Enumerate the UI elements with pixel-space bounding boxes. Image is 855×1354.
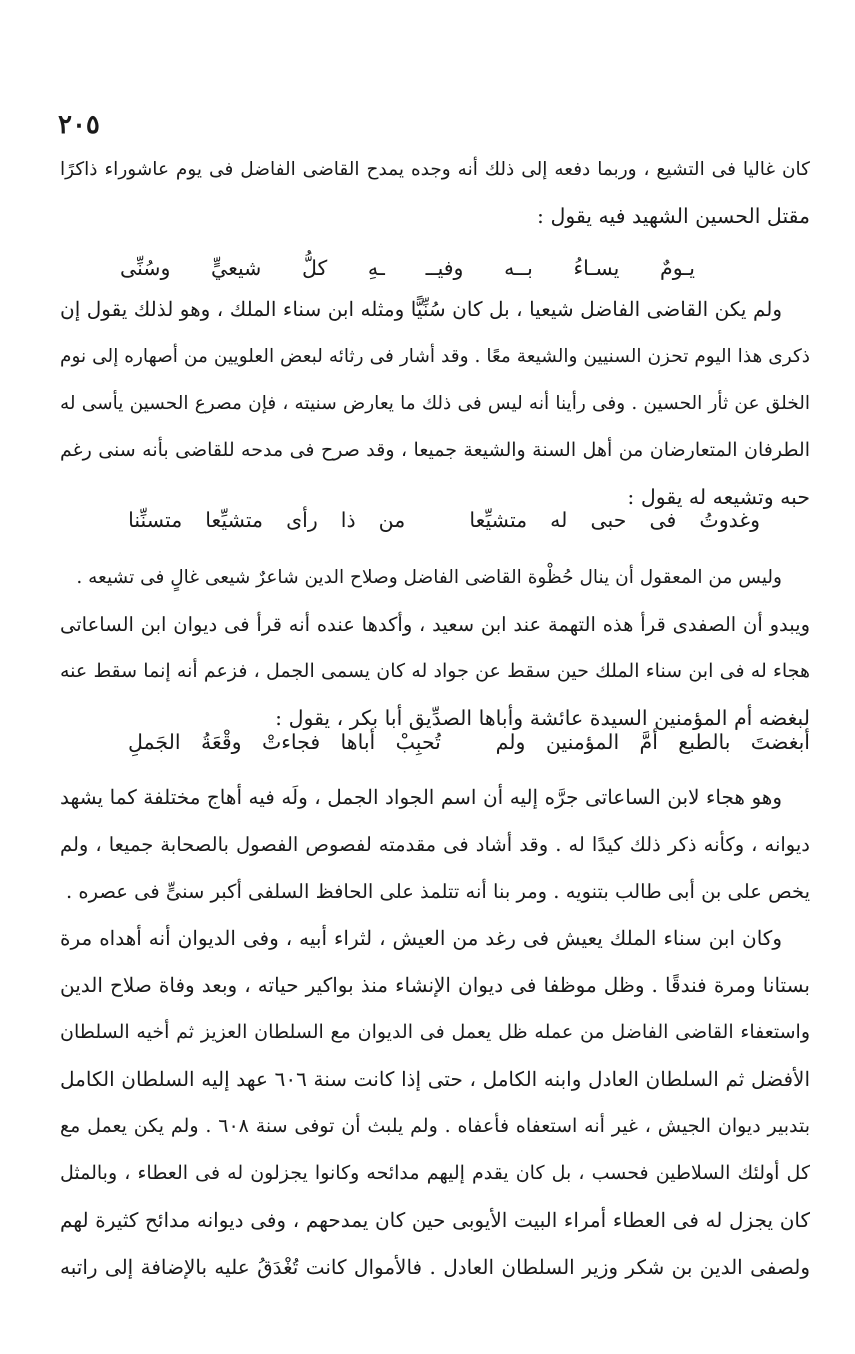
verse-word: وفيــ: [425, 255, 464, 280]
verse-2: [128, 496, 760, 543]
text-line: مقتل الحسين الشهيد فيه يقول :: [537, 204, 810, 228]
verse-word: وقْعَةُ: [200, 729, 242, 754]
text-line: ولم يكن القاضى الفاضل شيعيا ، بل كان سُنِّيًّا ومثله ابن سناء الملك ، وهو لذلك يقول إن: [60, 297, 782, 321]
text-line: ذكرى هذا اليوم تحزن السنيين والشيعة معًا . وقد أشار فى رثائه لبعض العلويين من أصهاره إلى نوم: [60, 346, 810, 367]
paragraph-2: [60, 286, 810, 521]
verse-word: أمَّ: [639, 729, 658, 754]
verse-word: بالطبع: [678, 729, 731, 754]
verse-word: يـومٌ: [660, 255, 695, 280]
verse-word: متسنِّنا: [128, 507, 183, 532]
text-line: كان غاليا فى التشيع ، وربما دفعه إلى ذلك أنه وجده يمدح القاضى الفاضل فى يوم عاشوراء ذاكرًا: [60, 159, 810, 180]
verse-word: ولم: [495, 729, 526, 754]
verse-word: كلُّ: [301, 255, 328, 280]
verse-word: أبغضتَ: [750, 729, 810, 754]
verse-word: فجاءتْ: [261, 729, 321, 754]
page-number: ٢٠٥: [58, 110, 100, 140]
paragraph-1: [60, 146, 810, 240]
text-line: الخلق عن ثأر الحسين . وفى رأينا أنه ليس فى ذلك ما يعارض سنيته ، فإن مصرع الحسين يأسى له: [60, 393, 810, 414]
text-line: كان يجزل له فى العطاء أمراء البيت الأيوبى حين كان يمدحهم ، وفى ديوانه مدائح كثيرة لهم: [60, 1208, 810, 1232]
verse-word: المؤمنين: [545, 729, 620, 754]
verse-word: فى: [649, 507, 677, 532]
verse-word: وغدوتُ: [699, 507, 760, 532]
text-line: الطرفان المتعارضان من أهل السنة والشيعة جميعا ، وقد صرح فى مدحه للقاضى بأنه سنى رغم: [60, 439, 810, 461]
text-line: لبغضه أم المؤمنين السيدة عائشة وأباها الصدِّيق أبا بكر ، يقول :: [275, 706, 810, 730]
verse-1: [120, 244, 695, 291]
text-line: كل أولئك السلاطين فحسب ، بل كان يقدم إليهم مدائحه وكانوا يجزلون له فى العطاء ، وبالمثل: [60, 1162, 810, 1184]
verse-word: الجَملِ: [128, 729, 181, 754]
verse-word: بــه: [504, 255, 533, 280]
text-line: وهو هجاء لابن الساعاتى جرَّه إليه أن اسم الجواد الجمل ، ولَه فيه أهاج مختلفة كما يشهد: [60, 785, 782, 809]
verse-word: وسُنِّى: [120, 255, 171, 280]
verse-word: شيعيٍّ: [211, 255, 262, 280]
text-line: بتدبير ديوان الجيش ، غير أنه استعفاه فأعفاه . ولم يلبث أن توفى سنة ٦٠٨ . ولم يكن يعمل مع: [60, 1115, 810, 1137]
verse-word: أباها: [340, 729, 376, 754]
verse-word: رأى: [286, 507, 318, 532]
verse-3: [128, 718, 810, 765]
text-line: ويبدو أن الصفدى قرأ هذه التهمة عند ابن سعيد ، وأكدها عنده أنه قرأ فى ديوان ابن الساعاتى: [60, 613, 810, 636]
verse-word: له: [550, 507, 568, 532]
text-line: ولصفى الدين بن شكر وزير السلطان العادل . فالأموال كانت تُغْدَقُ عليه بالإضافة إلى راتبه: [60, 1255, 810, 1279]
verse-word: ذا: [340, 507, 356, 532]
verse-word: من: [378, 507, 406, 532]
text-line: يخص على بن أبى طالب بتنويه . ومر بنا أنه تتلمذ على الحافظ السلفى أكبر سنىٍّ فى عصره .: [65, 880, 810, 903]
text-line: واستعفاء القاضى الفاضل من عمله ظل يعمل فى الديوان مع السلطان العزيز ثم أخيه السلطان: [60, 1021, 810, 1043]
verse-word: حبى: [590, 507, 627, 532]
text-line: بستانا ومرة فندقًا . وظل موظفا فى ديوان الإنشاء منذ بواكير حياته ، وبعد وفاة صلاح الدين: [60, 973, 810, 997]
paragraph-5: [60, 915, 810, 1291]
text-line: ديوانه ، وكأنه ذكر ذلك كيدًا له . وقد أشاد فى مقدمته لفصوص الفصول بالصحابة جميعا ، ولم: [60, 833, 810, 856]
text-line: الأفضل ثم السلطان العادل وابنه الكامل ، حتى إذا كانت سنة ٦٠٦ عهد إليه السلطان الكامل: [60, 1067, 810, 1091]
paragraph-3: [60, 554, 810, 742]
text-line: هجاء له فى ابن سناء الملك حين سقط عن جواد له كان يسمى الجمل ، فزعم أنه إنما سقط عنه: [60, 660, 810, 682]
text-line: وليس من المعقول أن ينال حُظْوة القاضى الفاضل وصلاح الدين شاعرٌ شيعى غالٍ فى تشيعه .: [76, 567, 782, 588]
verse-word: يسـاءُ: [573, 255, 620, 280]
verse-word: متشيِّعا: [469, 507, 528, 532]
verse-word: تُحبِبْ: [395, 729, 441, 754]
verse-word: ـهِ: [367, 255, 385, 280]
text-line: وكان ابن سناء الملك يعيش فى رغد من العيش ، لثراء أبيه ، وفى الديوان أنه أهداه مرة: [60, 926, 782, 950]
text-line: حبه وتشيعه له يقول :: [627, 485, 810, 509]
paragraph-4: [60, 774, 810, 915]
verse-word: متشيِّعا: [205, 507, 264, 532]
